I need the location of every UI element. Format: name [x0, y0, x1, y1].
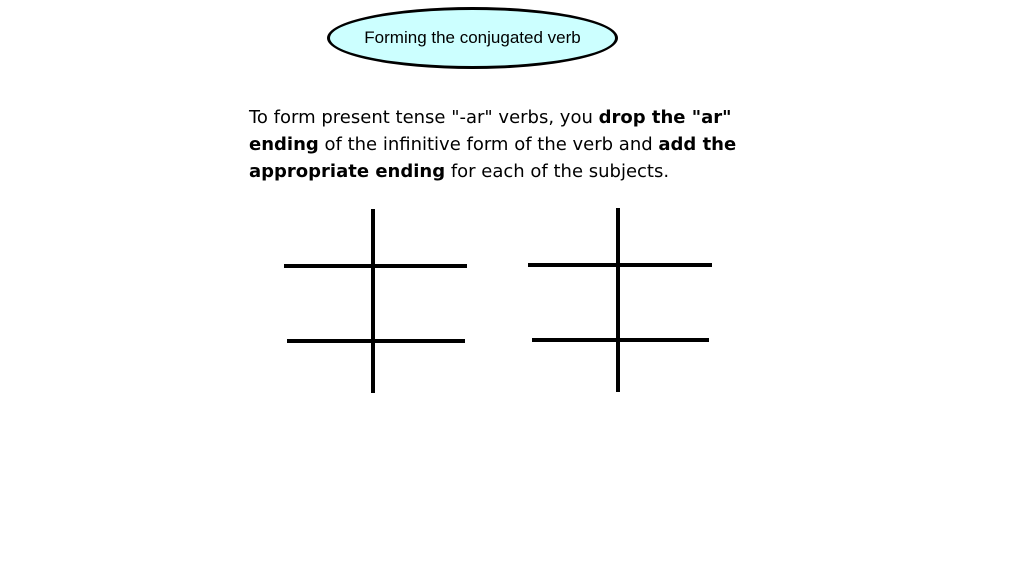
slide-title: Forming the conjugated verb [364, 28, 581, 47]
paragraph-text-2: of the infinitive form of the verb and [318, 134, 659, 155]
paragraph-bold-2: add the appropriate ending [249, 134, 737, 182]
conjugation-grid-right [528, 208, 712, 392]
paragraph-text-1: To form present tense "-ar" verbs, you [249, 107, 599, 128]
conjugation-grid-left [284, 209, 467, 393]
paragraph-text-3: for each of the subjects. [445, 161, 670, 182]
paragraph-bold-1: drop the "ar" ending [249, 107, 732, 155]
